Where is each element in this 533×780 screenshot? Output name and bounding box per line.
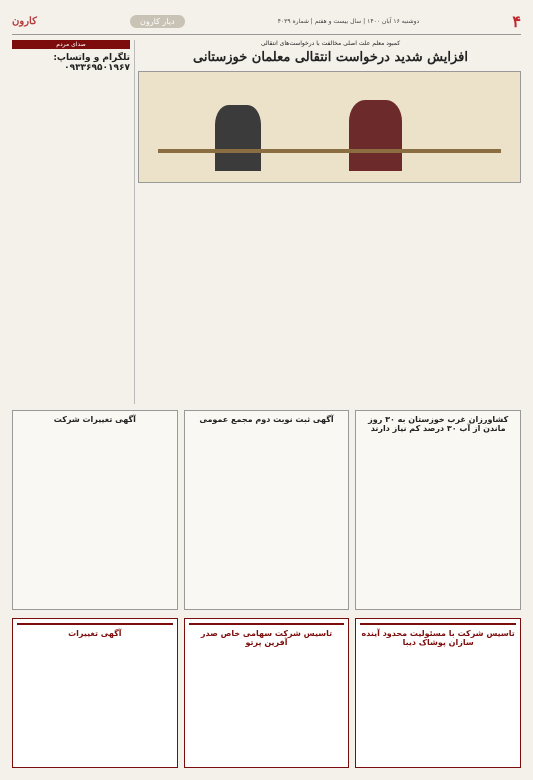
body-column xyxy=(269,236,392,396)
bottom-section xyxy=(12,410,521,610)
lead-story xyxy=(140,40,521,230)
lead-headline: افزایش شدید درخواست انتقالی معلمان خوزستانی xyxy=(193,50,468,65)
lead-body xyxy=(140,236,521,396)
lead-kicker: کمبود معلم علت اصلی مخالفت با درخواست‌های انتقالی xyxy=(260,40,401,47)
notice-box: آگهی تغییرات شرکت xyxy=(12,410,178,610)
left-column xyxy=(12,40,130,404)
classified-ad: تاسیس شرکت با مسئولیت محدود آینده سازان پوشاک دیبا xyxy=(355,618,521,768)
news-box: کشاورزان غرب خوزستان به ۳۰ روز ماندن از آب ۳۰ درصد کم نیاز دارند xyxy=(355,410,521,610)
section-badge: دیار کارون xyxy=(130,15,184,28)
column-phone: تلگرام و واتساپ: ۰۹۳۳۶۹۵۰۱۹۶۷ xyxy=(53,53,130,73)
issue-meta: دوشنبه ۱۶ آبان ۱۴۰۰ | سال بیست و هفتم | شماره ۴۰۳۹ xyxy=(277,17,420,25)
column-banner: صدای مردم xyxy=(12,40,130,49)
body-column xyxy=(140,236,263,396)
classified-ad: آگهی تغییرات xyxy=(12,618,178,768)
newspaper-logo: کارون xyxy=(12,15,37,27)
classified-ad: تاسیس شرکت سهامی خاص صدر آفرین پرتو xyxy=(184,618,350,768)
page-number: ۴ xyxy=(512,11,521,31)
body-column xyxy=(398,236,521,396)
header-rule xyxy=(12,34,521,35)
page-header xyxy=(12,10,521,32)
classified-ads xyxy=(12,618,521,768)
column-divider xyxy=(134,40,135,404)
notice-box: آگهی ثبت نوبت دوم مجمع عمومی xyxy=(184,410,350,610)
lead-photo xyxy=(138,71,521,183)
